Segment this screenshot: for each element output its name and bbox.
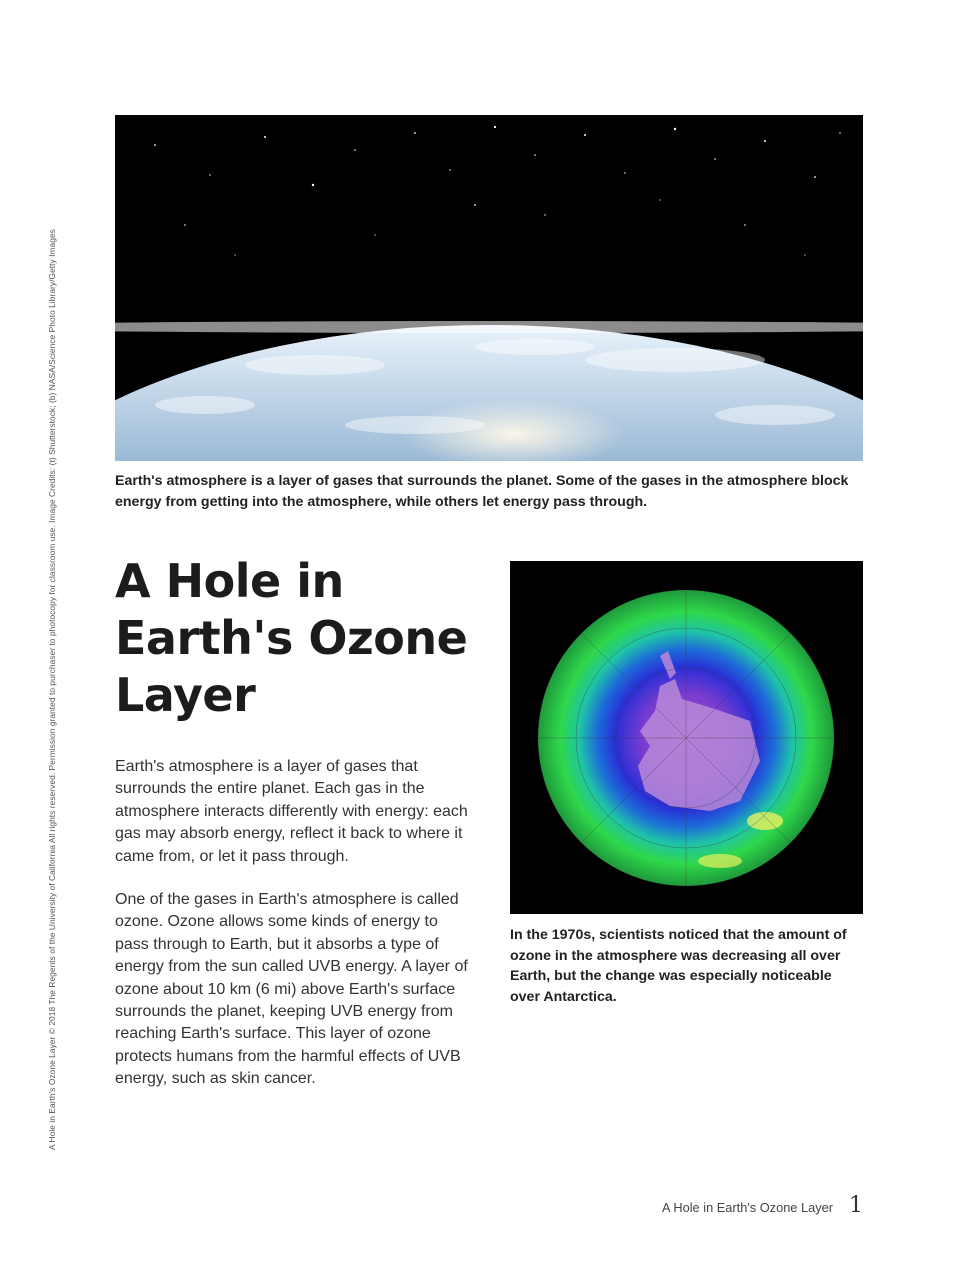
paragraph-atmosphere: Earth's atmosphere is a layer of gases that surrounds the entire planet. Each gas in the atmosphere interacts differently with energy: each gas may absorb energy, reflect it back to where it came from, or let it pass through. [115, 758, 468, 865]
paragraph-ozone: One of the gases in Earth's atmosphere is called ozone. Ozone allows some kinds of energy to pass through to Earth, but it absorbs a type of energy from the sun called UVB energy. A layer of ozone about 10 km (6 mi) above Earth's surface surrounds the planet, keeping UVB energy from reaching Earth's surface. This layer of ozone protects humans from the harmful effects of UVB energy, such as skin cancer. [115, 891, 468, 1088]
ozone-hole-map [510, 561, 863, 914]
hero-caption: Earth's atmosphere is a layer of gases that surrounds the planet. Some of the gases in the atmosphere block energy from getting into the atmosphere, while others let energy pass through. [115, 473, 849, 510]
page-title: A Hole in Earth's Ozone Layer [115, 554, 468, 722]
ozone-map-caption: In the 1970s, scientists noticed that the amount of ozone in the atmosphere was decreasing all over Earth, but the change was especially noticeable over Antarctica. [510, 927, 847, 1005]
earth-atmosphere-photo [115, 115, 863, 461]
footer-title: A Hole in Earth's Ozone Layer [661, 1200, 833, 1215]
article-body [115, 756, 475, 1112]
page-footer [662, 1193, 863, 1218]
page-number: 1 [849, 1193, 863, 1218]
image-credit-line: A Hole in Earth's Ozone Layer © 2018 The Regents of the University of California All rights reserved. Permission granted to purchaser to photocopy for classroom use. Image Credits: (t) Shutterstock; (b) NASA/Science Photo Library/Getty Images [47, 229, 57, 1150]
